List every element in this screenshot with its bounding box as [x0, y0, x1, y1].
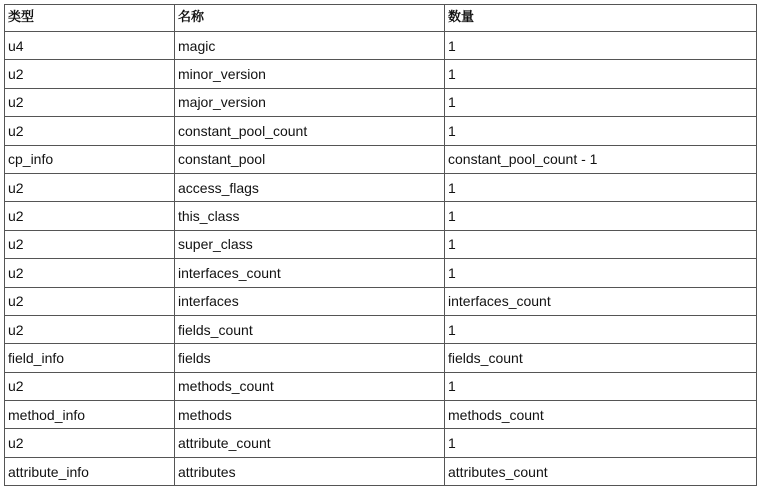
cell-name: fields_count	[175, 315, 445, 343]
table-row	[5, 457, 757, 485]
header-count: 数量	[445, 5, 757, 32]
cell-count: 1	[445, 372, 757, 400]
cell-count: 1	[445, 88, 757, 116]
cell-type: u4	[5, 32, 175, 60]
cell-count: fields_count	[445, 344, 757, 372]
table-header	[5, 5, 757, 32]
cell-count: 1	[445, 315, 757, 343]
cell-count: 1	[445, 230, 757, 258]
table-container	[4, 4, 756, 487]
table-row	[5, 372, 757, 400]
cell-count: 1	[445, 259, 757, 287]
cell-type: cp_info	[5, 145, 175, 173]
cell-type: u2	[5, 230, 175, 258]
cell-count: 1	[445, 429, 757, 457]
cell-count: attributes_count	[445, 457, 757, 485]
cell-count: constant_pool_count - 1	[445, 145, 757, 173]
cell-type: u2	[5, 173, 175, 201]
cell-type: u2	[5, 429, 175, 457]
cell-name: access_flags	[175, 173, 445, 201]
header-name: 名称	[175, 5, 445, 32]
header-type: 类型	[5, 5, 175, 32]
cell-name: interfaces_count	[175, 259, 445, 287]
table-row	[5, 344, 757, 372]
cell-name: super_class	[175, 230, 445, 258]
cell-count: 1	[445, 32, 757, 60]
cell-type: u2	[5, 60, 175, 88]
table-row	[5, 287, 757, 315]
table-row	[5, 230, 757, 258]
table-row	[5, 60, 757, 88]
table-row	[5, 88, 757, 116]
cell-type: u2	[5, 287, 175, 315]
cell-count: methods_count	[445, 401, 757, 429]
class-file-structure-table	[4, 4, 757, 486]
cell-name: attributes	[175, 457, 445, 485]
cell-type: u2	[5, 259, 175, 287]
cell-type: u2	[5, 315, 175, 343]
table-row	[5, 259, 757, 287]
table-row	[5, 202, 757, 230]
cell-type: attribute_info	[5, 457, 175, 485]
table-row	[5, 32, 757, 60]
cell-type: method_info	[5, 401, 175, 429]
cell-type: u2	[5, 372, 175, 400]
cell-count: 1	[445, 60, 757, 88]
cell-count: 1	[445, 117, 757, 145]
cell-type: field_info	[5, 344, 175, 372]
cell-count: 1	[445, 202, 757, 230]
cell-name: minor_version	[175, 60, 445, 88]
table-row	[5, 315, 757, 343]
cell-type: u2	[5, 117, 175, 145]
cell-name: magic	[175, 32, 445, 60]
cell-name: fields	[175, 344, 445, 372]
header-row	[5, 5, 757, 32]
cell-name: attribute_count	[175, 429, 445, 457]
cell-name: major_version	[175, 88, 445, 116]
cell-name: constant_pool	[175, 145, 445, 173]
table-row	[5, 401, 757, 429]
cell-count: 1	[445, 173, 757, 201]
cell-name: constant_pool_count	[175, 117, 445, 145]
cell-name: methods_count	[175, 372, 445, 400]
cell-name: methods	[175, 401, 445, 429]
table-row	[5, 117, 757, 145]
cell-type: u2	[5, 202, 175, 230]
table-row	[5, 429, 757, 457]
cell-name: interfaces	[175, 287, 445, 315]
cell-name: this_class	[175, 202, 445, 230]
table-row	[5, 145, 757, 173]
cell-type: u2	[5, 88, 175, 116]
table-row	[5, 173, 757, 201]
table-body	[5, 32, 757, 486]
cell-count: interfaces_count	[445, 287, 757, 315]
